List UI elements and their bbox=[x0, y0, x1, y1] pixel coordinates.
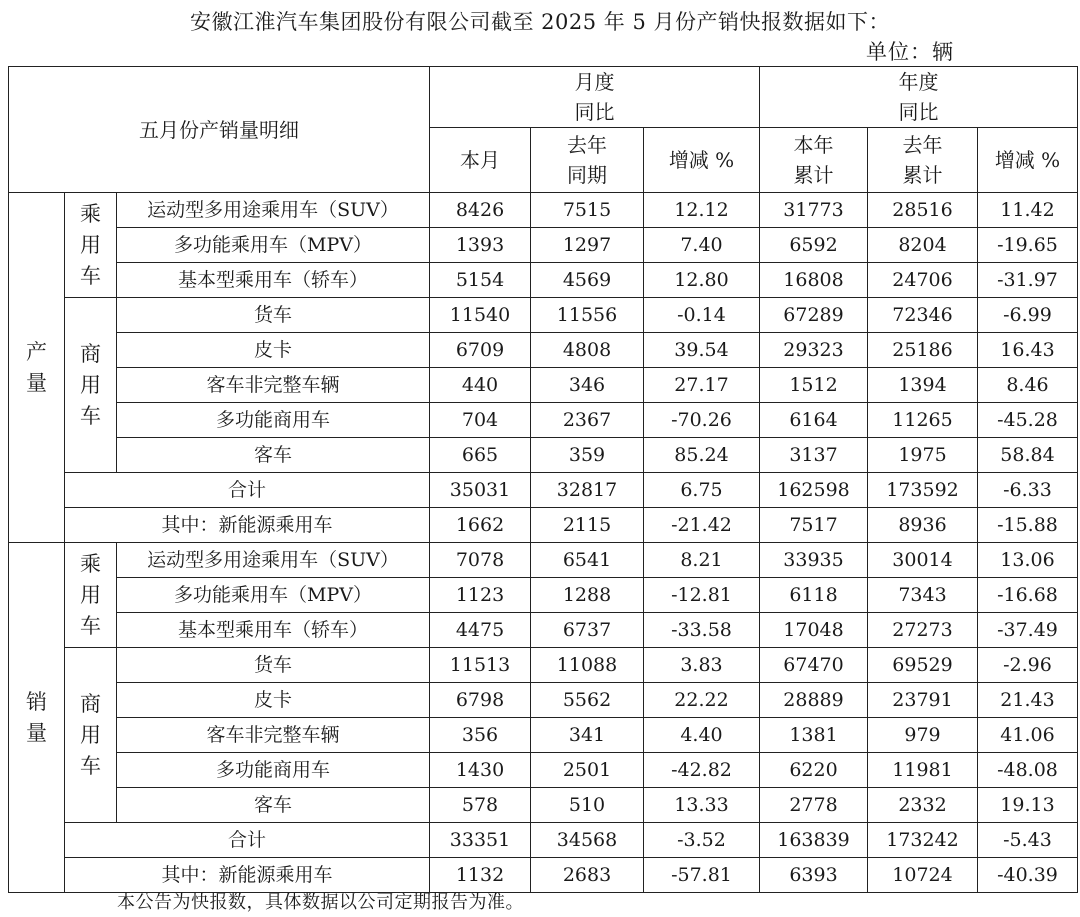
cell-last-year-same: 5562 bbox=[531, 683, 644, 718]
cell-last-ytd: 1975 bbox=[868, 438, 978, 473]
cell-change-month: 39.54 bbox=[644, 333, 760, 368]
cell-change-year: -2.96 bbox=[978, 648, 1078, 683]
table-row bbox=[9, 333, 1078, 368]
cell-this-month: 4475 bbox=[430, 613, 531, 648]
group-label: 商 用 车 bbox=[65, 648, 117, 823]
cell-change-month: 22.22 bbox=[644, 683, 760, 718]
cell-change-year: -31.97 bbox=[978, 263, 1078, 298]
row-label: 皮卡 bbox=[117, 333, 430, 368]
cell-change-month: 13.33 bbox=[644, 788, 760, 823]
cell-last-year-same: 510 bbox=[531, 788, 644, 823]
col-header-last-year-same: 去年 同期 bbox=[531, 128, 644, 193]
cell-change-year: 8.46 bbox=[978, 368, 1078, 403]
table-row bbox=[9, 263, 1078, 298]
cell-change-year: 21.43 bbox=[978, 683, 1078, 718]
cell-change-month: -21.42 bbox=[644, 508, 760, 543]
row-label: 运动型多用途乘用车（SUV） bbox=[117, 543, 430, 578]
cell-last-ytd: 8936 bbox=[868, 508, 978, 543]
col-header-ytd: 本年 累计 bbox=[760, 128, 868, 193]
cell-this-month: 1430 bbox=[430, 753, 531, 788]
cell-last-ytd: 2332 bbox=[868, 788, 978, 823]
table-row bbox=[9, 788, 1078, 823]
row-label: 多功能乘用车（MPV） bbox=[117, 578, 430, 613]
row-label: 多功能商用车 bbox=[117, 403, 430, 438]
row-label: 多功能乘用车（MPV） bbox=[117, 228, 430, 263]
cell-this-month: 578 bbox=[430, 788, 531, 823]
cell-change-month: -70.26 bbox=[644, 403, 760, 438]
cell-last-ytd: 69529 bbox=[868, 648, 978, 683]
col-header-change-month: 增减 % bbox=[644, 128, 760, 193]
cell-change-month: 3.83 bbox=[644, 648, 760, 683]
cell-change-year: -37.49 bbox=[978, 613, 1078, 648]
cell-ytd: 29323 bbox=[760, 333, 868, 368]
cell-ytd: 3137 bbox=[760, 438, 868, 473]
table-row bbox=[9, 403, 1078, 438]
cell-change-year: -16.68 bbox=[978, 578, 1078, 613]
cell-change-year: 41.06 bbox=[978, 718, 1078, 753]
cell-ytd: 6164 bbox=[760, 403, 868, 438]
cell-change-year: -40.39 bbox=[978, 858, 1078, 893]
cell-ytd: 67470 bbox=[760, 648, 868, 683]
cell-change-month: 12.80 bbox=[644, 263, 760, 298]
cell-ytd: 6220 bbox=[760, 753, 868, 788]
production-sales-table bbox=[8, 66, 1078, 893]
col-header-this-month: 本月 bbox=[430, 128, 531, 193]
col-header-change-year: 增减 % bbox=[978, 128, 1078, 193]
cell-ytd: 17048 bbox=[760, 613, 868, 648]
cell-last-year-same: 4808 bbox=[531, 333, 644, 368]
row-label: 皮卡 bbox=[117, 683, 430, 718]
cell-last-ytd: 27273 bbox=[868, 613, 978, 648]
cell-last-year-same: 32817 bbox=[531, 473, 644, 508]
cell-ytd: 16808 bbox=[760, 263, 868, 298]
cell-last-ytd: 23791 bbox=[868, 683, 978, 718]
cell-last-ytd: 25186 bbox=[868, 333, 978, 368]
row-label: 多功能商用车 bbox=[117, 753, 430, 788]
row-label: 基本型乘用车（轿车） bbox=[117, 613, 430, 648]
unit-label: 单位：辆 bbox=[866, 40, 954, 64]
cell-this-month: 440 bbox=[430, 368, 531, 403]
cell-last-year-same: 7515 bbox=[531, 193, 644, 228]
footnote: 本公告为快报数，具体数据以公司定期报告为准。 bbox=[117, 892, 524, 913]
row-label: 货车 bbox=[117, 298, 430, 333]
cell-change-month: 85.24 bbox=[644, 438, 760, 473]
row-label: 基本型乘用车（轿车） bbox=[117, 263, 430, 298]
cell-change-year: 11.42 bbox=[978, 193, 1078, 228]
table-row bbox=[9, 718, 1078, 753]
cell-ytd: 6393 bbox=[760, 858, 868, 893]
cell-last-year-same: 2367 bbox=[531, 403, 644, 438]
cell-change-year: 58.84 bbox=[978, 438, 1078, 473]
cell-last-year-same: 1288 bbox=[531, 578, 644, 613]
nev-label: 其中：新能源乘用车 bbox=[65, 858, 430, 893]
cell-change-year: 13.06 bbox=[978, 543, 1078, 578]
cell-last-year-same: 2115 bbox=[531, 508, 644, 543]
cell-change-month: -12.81 bbox=[644, 578, 760, 613]
cell-change-month: 4.40 bbox=[644, 718, 760, 753]
cell-ytd: 33935 bbox=[760, 543, 868, 578]
cell-last-ytd: 173592 bbox=[868, 473, 978, 508]
cell-this-month: 35031 bbox=[430, 473, 531, 508]
cell-last-ytd: 72346 bbox=[868, 298, 978, 333]
cell-this-month: 6709 bbox=[430, 333, 531, 368]
cell-change-year: 19.13 bbox=[978, 788, 1078, 823]
table-row bbox=[9, 613, 1078, 648]
cell-last-year-same: 4569 bbox=[531, 263, 644, 298]
cell-last-ytd: 1394 bbox=[868, 368, 978, 403]
cell-change-month: 8.21 bbox=[644, 543, 760, 578]
cell-this-month: 1123 bbox=[430, 578, 531, 613]
cell-last-ytd: 11981 bbox=[868, 753, 978, 788]
group-label: 乘 用 车 bbox=[65, 543, 117, 648]
group-header-month: 月度 同比 bbox=[430, 67, 760, 128]
total-row bbox=[9, 473, 1078, 508]
cell-this-month: 1662 bbox=[430, 508, 531, 543]
cell-change-month: -0.14 bbox=[644, 298, 760, 333]
table-row bbox=[9, 368, 1078, 403]
cell-change-year: -5.43 bbox=[978, 823, 1078, 858]
cell-change-year: -6.99 bbox=[978, 298, 1078, 333]
cell-last-ytd: 11265 bbox=[868, 403, 978, 438]
cell-last-year-same: 11088 bbox=[531, 648, 644, 683]
col-header-last-ytd: 去年 累计 bbox=[868, 128, 978, 193]
cell-last-year-same: 359 bbox=[531, 438, 644, 473]
cell-this-month: 33351 bbox=[430, 823, 531, 858]
group-label: 商 用 车 bbox=[65, 298, 117, 473]
cell-ytd: 7517 bbox=[760, 508, 868, 543]
cell-last-ytd: 30014 bbox=[868, 543, 978, 578]
cell-last-year-same: 1297 bbox=[531, 228, 644, 263]
cell-last-year-same: 11556 bbox=[531, 298, 644, 333]
cell-last-ytd: 8204 bbox=[868, 228, 978, 263]
cell-this-month: 1132 bbox=[430, 858, 531, 893]
cell-ytd: 31773 bbox=[760, 193, 868, 228]
table-row bbox=[9, 298, 1078, 333]
table-row bbox=[9, 683, 1078, 718]
cell-this-month: 665 bbox=[430, 438, 531, 473]
cell-this-month: 11513 bbox=[430, 648, 531, 683]
cell-last-year-same: 346 bbox=[531, 368, 644, 403]
table-row bbox=[9, 228, 1078, 263]
cell-change-year: -15.88 bbox=[978, 508, 1078, 543]
table-row bbox=[9, 753, 1078, 788]
cell-change-month: -42.82 bbox=[644, 753, 760, 788]
cell-ytd: 1381 bbox=[760, 718, 868, 753]
cell-last-ytd: 10724 bbox=[868, 858, 978, 893]
cell-ytd: 2778 bbox=[760, 788, 868, 823]
cell-change-year: -45.28 bbox=[978, 403, 1078, 438]
cell-last-ytd: 28516 bbox=[868, 193, 978, 228]
row-label: 客车 bbox=[117, 788, 430, 823]
table-row bbox=[9, 578, 1078, 613]
cell-ytd: 67289 bbox=[760, 298, 868, 333]
report-title: 安徽江淮汽车集团股份有限公司截至 2025 年 5 月份产销快报数据如下： bbox=[189, 10, 890, 34]
table-row bbox=[9, 193, 1078, 228]
cell-this-month: 356 bbox=[430, 718, 531, 753]
cell-last-year-same: 341 bbox=[531, 718, 644, 753]
cell-ytd: 163839 bbox=[760, 823, 868, 858]
cell-change-month: -33.58 bbox=[644, 613, 760, 648]
cell-change-month: 7.40 bbox=[644, 228, 760, 263]
total-row bbox=[9, 823, 1078, 858]
group-label: 乘 用 车 bbox=[65, 193, 117, 298]
cell-last-year-same: 6737 bbox=[531, 613, 644, 648]
table-row bbox=[9, 648, 1078, 683]
cell-last-ytd: 173242 bbox=[868, 823, 978, 858]
nev-label: 其中：新能源乘用车 bbox=[65, 508, 430, 543]
cell-this-month: 11540 bbox=[430, 298, 531, 333]
table-row bbox=[9, 543, 1078, 578]
cell-this-month: 5154 bbox=[430, 263, 531, 298]
cell-this-month: 704 bbox=[430, 403, 531, 438]
cell-last-year-same: 6541 bbox=[531, 543, 644, 578]
table-row bbox=[9, 438, 1078, 473]
cell-last-ytd: 24706 bbox=[868, 263, 978, 298]
cell-ytd: 162598 bbox=[760, 473, 868, 508]
section-label: 销 量 bbox=[9, 543, 65, 893]
cell-ytd: 1512 bbox=[760, 368, 868, 403]
cell-this-month: 7078 bbox=[430, 543, 531, 578]
header-row-1 bbox=[9, 67, 1078, 128]
cell-last-year-same: 2501 bbox=[531, 753, 644, 788]
cell-change-year: 16.43 bbox=[978, 333, 1078, 368]
cell-change-month: 6.75 bbox=[644, 473, 760, 508]
table-corner-label: 五月份产销量明细 bbox=[9, 67, 430, 193]
cell-change-month: -3.52 bbox=[644, 823, 760, 858]
row-label: 客车非完整车辆 bbox=[117, 718, 430, 753]
cell-last-year-same: 2683 bbox=[531, 858, 644, 893]
total-label: 合计 bbox=[65, 823, 430, 858]
cell-change-month: 12.12 bbox=[644, 193, 760, 228]
group-header-year: 年度 同比 bbox=[760, 67, 1078, 128]
cell-change-year: -6.33 bbox=[978, 473, 1078, 508]
row-label: 客车 bbox=[117, 438, 430, 473]
cell-last-ytd: 979 bbox=[868, 718, 978, 753]
cell-change-year: -19.65 bbox=[978, 228, 1078, 263]
cell-change-year: -48.08 bbox=[978, 753, 1078, 788]
cell-ytd: 6118 bbox=[760, 578, 868, 613]
cell-this-month: 6798 bbox=[430, 683, 531, 718]
cell-ytd: 28889 bbox=[760, 683, 868, 718]
cell-this-month: 1393 bbox=[430, 228, 531, 263]
row-label: 客车非完整车辆 bbox=[117, 368, 430, 403]
cell-this-month: 8426 bbox=[430, 193, 531, 228]
nev-row bbox=[9, 508, 1078, 543]
cell-change-month: -57.81 bbox=[644, 858, 760, 893]
cell-last-ytd: 7343 bbox=[868, 578, 978, 613]
cell-change-month: 27.17 bbox=[644, 368, 760, 403]
cell-ytd: 6592 bbox=[760, 228, 868, 263]
row-label: 运动型多用途乘用车（SUV） bbox=[117, 193, 430, 228]
row-label: 货车 bbox=[117, 648, 430, 683]
section-label: 产 量 bbox=[9, 193, 65, 543]
total-label: 合计 bbox=[65, 473, 430, 508]
cell-last-year-same: 34568 bbox=[531, 823, 644, 858]
